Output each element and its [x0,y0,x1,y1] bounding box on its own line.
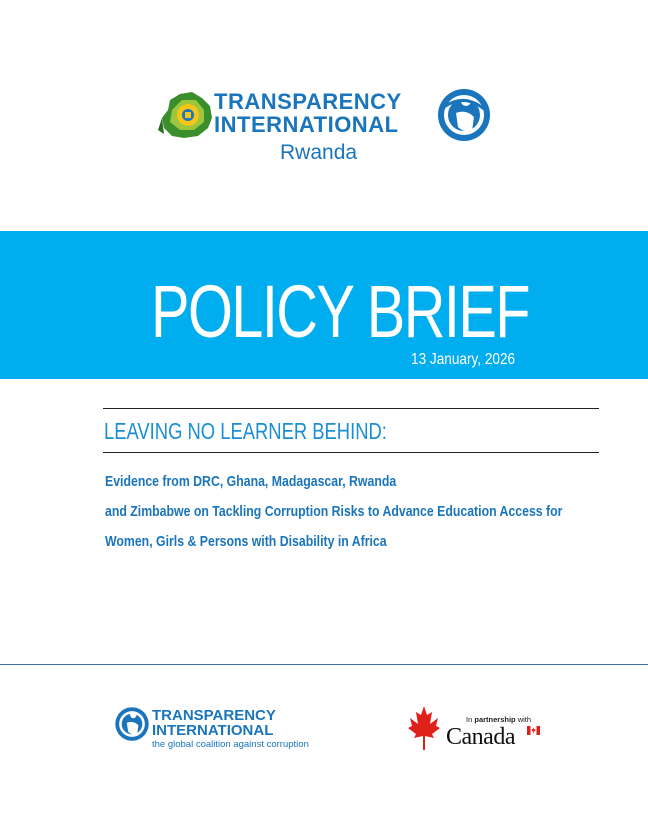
maple-leaf-icon [408,706,440,750]
headline: LEAVING NO LEARNER BEHIND: [104,418,387,444]
logo-title-line-2: INTERNATIONAL [152,722,274,739]
logo-title-line-1: TRANSPARENCY [214,89,402,114]
banner-title: POLICY BRIEF [151,270,529,353]
policy-brief-banner [0,231,648,379]
headline-top-rule [103,408,599,409]
rwanda-map-icon [158,88,214,142]
footer-divider [0,664,648,665]
ti-globe-icon [436,87,492,143]
publication-date: 13 January, 2026 [411,351,516,368]
logo-tagline: the global coalition against corruption [152,739,309,750]
subtitle-line-1: Evidence from DRC, Ghana, Madagascar, Rwanda [105,473,397,490]
logo-title-line-2: INTERNATIONAL [214,112,399,137]
logo-title-line-1: TRANSPARENCY [152,707,276,724]
partnership-label [466,715,531,724]
canada-partnership-logo [408,706,548,754]
subtitle-line-3: Women, Girls & Persons with Disability in Africa [105,533,387,550]
ti-rwanda-logo [158,86,498,170]
ti-global-logo [114,706,314,752]
partner-prefix: In [466,715,473,724]
headline-bottom-rule [103,452,599,453]
subtitle-line-2: and Zimbabwe on Tackling Corruption Risks to Advance Education Access for [105,503,563,520]
canada-wordmark: Canada [446,724,515,750]
partner-bold-word: partnership [474,715,516,724]
logo-chapter-name: Rwanda [280,141,358,164]
canada-flag-icon [527,726,540,735]
partner-suffix: with [517,715,532,724]
ti-globe-icon [114,706,150,742]
